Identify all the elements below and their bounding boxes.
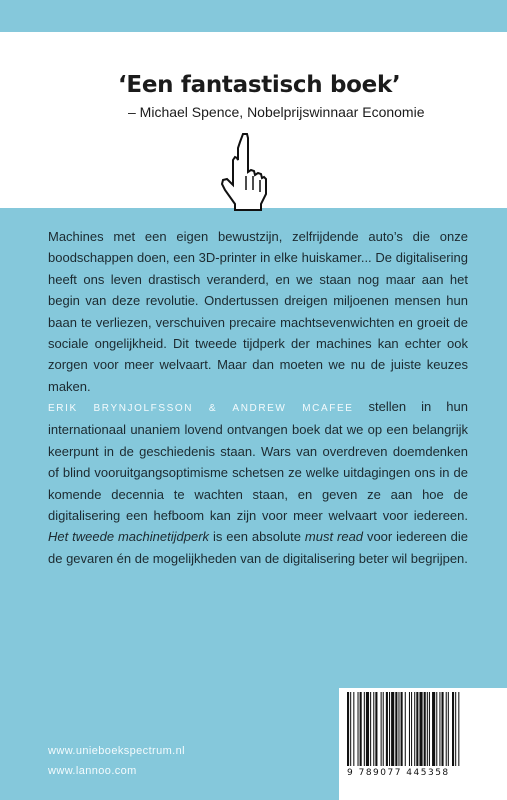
quote-attribution: – Michael Spence, Nobelprijswinnaar Economie xyxy=(128,104,425,120)
isbn-number: 9 789077 445358 xyxy=(347,768,450,778)
barcode-icon xyxy=(347,692,499,766)
quote-text: ‘Een fantastisch boek’ xyxy=(118,72,401,98)
paragraph-2-text-c: voor iedereen die de gevaren én de mogelijkheden van de digitalisering beter wil begrijpen. xyxy=(48,529,469,566)
description-paragraph-1: Machines met een eigen bewustzijn, zelfrijdende auto’s die onze boodschappen doen, een 3D-printer in elke huiskamer... De digitalisering heeft ons leven drastisch veranderd, en we staan nog maar aan het begin van deze revolutie. Ondertussen dreigen miljoenen mensen hun baan te verliezen, verschuiven precaire machtsevenwichten en groeit de sociale ongelijkheid. Dit tweede tijdperk der machines kan echter ook zorgen voor meer welvaart. Maar dan moeten we nu de juiste keuzes maken. xyxy=(48,229,468,394)
barcode-area xyxy=(339,688,507,800)
author-names: ERIK BRYNJOLFSSON & ANDREW MCAFEE xyxy=(48,403,354,414)
book-title: Het tweede machinetijdperk xyxy=(48,529,210,545)
publisher-url-2[interactable]: www.lannoo.com xyxy=(48,765,137,777)
publisher-url-1[interactable]: www.unieboekspectrum.nl xyxy=(48,745,185,757)
pointing-hand-cursor-icon xyxy=(219,132,267,212)
top-color-band xyxy=(0,0,507,32)
must-read-phrase: must read xyxy=(304,529,364,545)
paragraph-2-text-b: is een absolute xyxy=(209,529,305,545)
paragraph-2-text-a: stellen in hun internationaal unaniem lovend ontvangen boek dat we op een belangrijk keerpunt in de geschiedenis staan. Wars van overdreven doemdenken of blind vooruitgangsoptimisme schetsen ze welke uitdagingen ons in de komende decennia te wachten staan, en geven ze aan hoe de digitalisering een hefboom kan zijn voor meer welvaart voor iedereen. xyxy=(48,399,468,524)
description-paragraph-2 xyxy=(48,396,468,569)
